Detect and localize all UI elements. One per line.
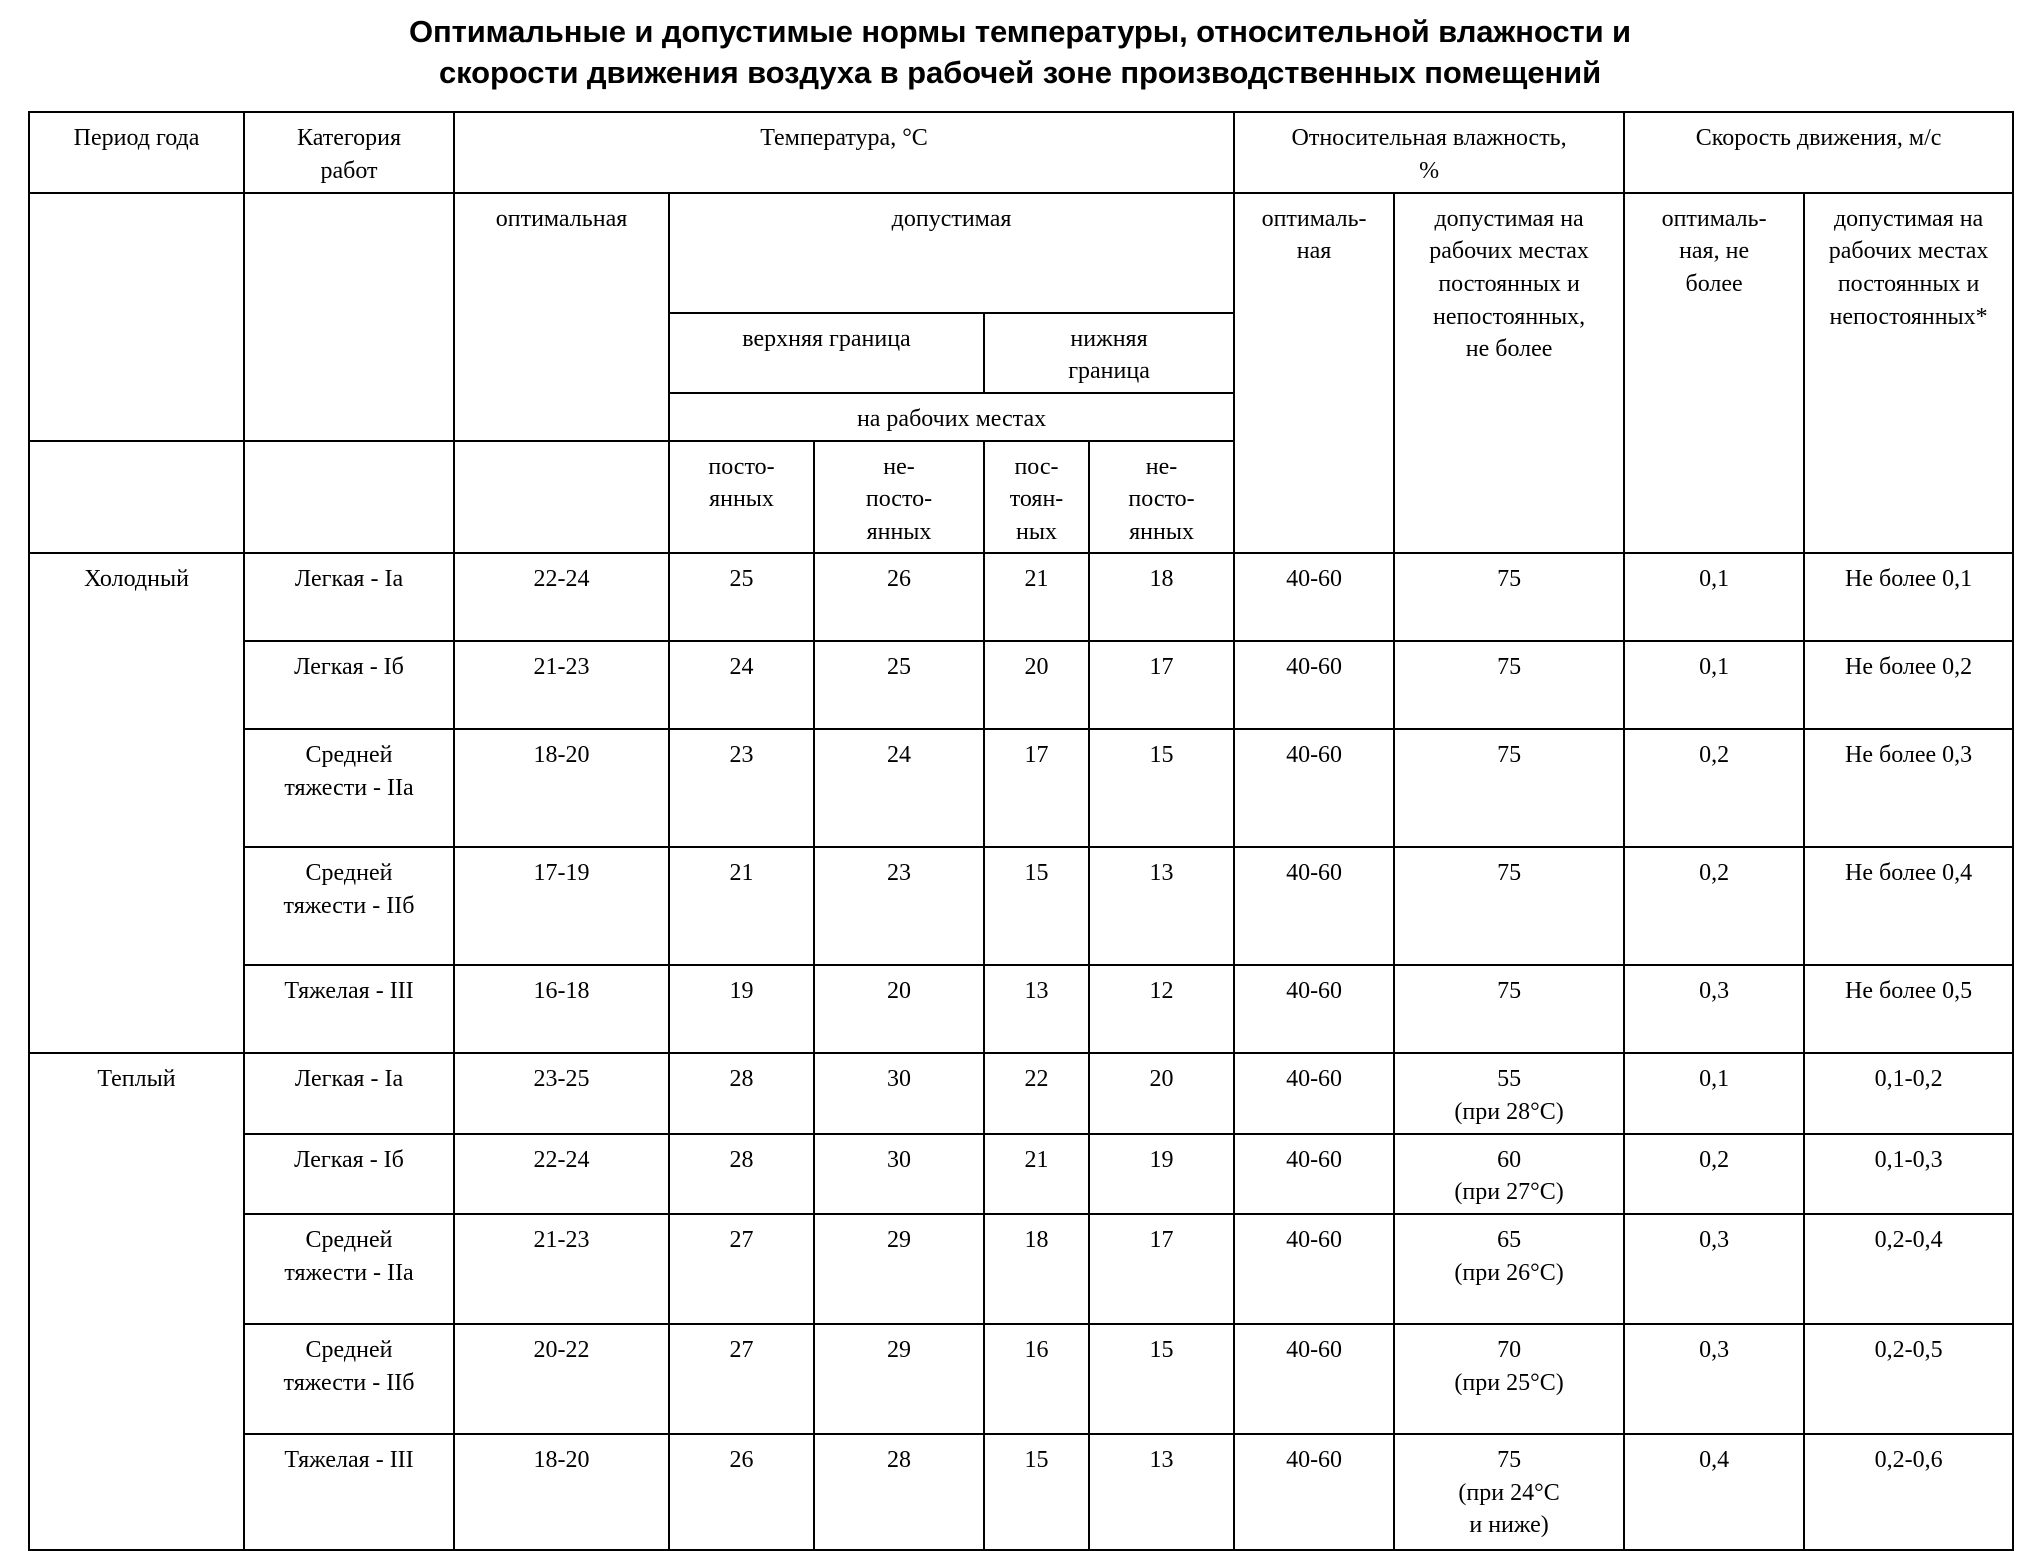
- cell-period: Холодный: [29, 553, 244, 1053]
- cell-temp-optimal: 22-24: [454, 1134, 669, 1214]
- table-row: [29, 1324, 2013, 1434]
- table-row: [29, 641, 2013, 729]
- cell-lower-permanent: 15: [984, 847, 1089, 965]
- cell-upper-permanent: 23: [669, 729, 814, 847]
- header-lower-limit: нижняя граница: [984, 313, 1234, 393]
- cell-lower-nonpermanent: 19: [1089, 1134, 1234, 1214]
- cell-speed-admissible: 0,1-0,2: [1804, 1053, 2013, 1133]
- cell-category: Легкая - Iб: [244, 1134, 454, 1214]
- cell-lower-permanent: 15: [984, 1434, 1089, 1550]
- cell-humidity-admissible: 75 (при 24°C и ниже): [1394, 1434, 1624, 1550]
- page-title-line-1: Оптимальные и допустимые нормы температуры, относительной влажности и: [408, 14, 1632, 49]
- cell-speed-admissible: Не более 0,5: [1804, 965, 2013, 1053]
- cell-speed-optimal: 0,1: [1624, 553, 1804, 641]
- cell-humidity-admissible: 55 (при 28°C): [1394, 1053, 1624, 1133]
- cell-upper-permanent: 21: [669, 847, 814, 965]
- microclimate-norms-table: [28, 111, 2014, 1551]
- cell-speed-optimal: 0,3: [1624, 1324, 1804, 1434]
- header-humidity-admissible: допустимая на рабочих местах постоянных и непостоянных, не более: [1394, 193, 1624, 554]
- cell-humidity-admissible: 75: [1394, 965, 1624, 1053]
- cell-upper-nonpermanent: 28: [814, 1434, 984, 1550]
- header-upper-nonpermanent: не- посто- янных: [814, 441, 984, 554]
- header-upper-permanent: посто- янных: [669, 441, 814, 554]
- page-title: [0, 0, 2040, 93]
- cell-lower-permanent: 17: [984, 729, 1089, 847]
- cell-temp-optimal: 21-23: [454, 641, 669, 729]
- cell-humidity-admissible: 75: [1394, 553, 1624, 641]
- cell-category: Средней тяжести - IIа: [244, 729, 454, 847]
- cell-lower-permanent: 13: [984, 965, 1089, 1053]
- cell-speed-optimal: 0,1: [1624, 641, 1804, 729]
- header-period: Период года: [29, 112, 244, 192]
- header-humidity-group: Относительная влажность, %: [1234, 112, 1624, 192]
- cell-speed-optimal: 0,3: [1624, 965, 1804, 1053]
- cell-humidity-admissible: 65 (при 26°C): [1394, 1214, 1624, 1324]
- cell-temp-optimal: 18-20: [454, 1434, 669, 1550]
- cell-temp-optimal: 23-25: [454, 1053, 669, 1133]
- cell-temp-optimal: 18-20: [454, 729, 669, 847]
- cell-humidity-admissible: 75: [1394, 847, 1624, 965]
- cell-lower-nonpermanent: 17: [1089, 1214, 1234, 1324]
- cell-category: Средней тяжести - IIа: [244, 1214, 454, 1324]
- cell-speed-admissible: Не более 0,2: [1804, 641, 2013, 729]
- header-speed-optimal: оптималь- ная, не более: [1624, 193, 1804, 554]
- cell-lower-permanent: 22: [984, 1053, 1089, 1133]
- table-row: [29, 1214, 2013, 1324]
- cell-lower-nonpermanent: 20: [1089, 1053, 1234, 1133]
- cell-upper-nonpermanent: 25: [814, 641, 984, 729]
- header-speed-group: Скорость движения, м/с: [1624, 112, 2013, 192]
- cell-upper-permanent: 19: [669, 965, 814, 1053]
- header-at-workplaces: на рабочих местах: [669, 393, 1234, 441]
- cell-category: Тяжелая - III: [244, 1434, 454, 1550]
- cell-humidity-optimal: 40-60: [1234, 847, 1394, 965]
- cell-category: Тяжелая - III: [244, 965, 454, 1053]
- cell-category: Средней тяжести - IIб: [244, 1324, 454, 1434]
- cell-upper-permanent: 28: [669, 1134, 814, 1214]
- cell-category: Легкая - Ia: [244, 1053, 454, 1133]
- cell-speed-optimal: 0,1: [1624, 1053, 1804, 1133]
- cell-lower-nonpermanent: 13: [1089, 1434, 1234, 1550]
- cell-period: Теплый: [29, 1053, 244, 1550]
- cell-upper-permanent: 24: [669, 641, 814, 729]
- cell-speed-admissible: 0,2-0,4: [1804, 1214, 2013, 1324]
- cell-lower-nonpermanent: 15: [1089, 729, 1234, 847]
- cell-upper-permanent: 27: [669, 1214, 814, 1324]
- header-lower-permanent: пос- тоян- ных: [984, 441, 1089, 554]
- cell-humidity-optimal: 40-60: [1234, 1214, 1394, 1324]
- header-temp-admissible: допустимая: [669, 193, 1234, 313]
- header-temperature-group: Температура, °C: [454, 112, 1234, 192]
- cell-lower-permanent: 21: [984, 1134, 1089, 1214]
- cell-category: Средней тяжести - IIб: [244, 847, 454, 965]
- table-row: [29, 1434, 2013, 1550]
- cell-humidity-admissible: 75: [1394, 641, 1624, 729]
- cell-upper-nonpermanent: 29: [814, 1324, 984, 1434]
- cell-upper-permanent: 26: [669, 1434, 814, 1550]
- cell-temp-optimal: 20-22: [454, 1324, 669, 1434]
- cell-speed-optimal: 0,2: [1624, 729, 1804, 847]
- cell-lower-nonpermanent: 18: [1089, 553, 1234, 641]
- cell-speed-admissible: Не более 0,4: [1804, 847, 2013, 965]
- header-humidity-optimal: оптималь- ная: [1234, 193, 1394, 554]
- cell-humidity-optimal: 40-60: [1234, 1434, 1394, 1550]
- cell-speed-optimal: 0,2: [1624, 847, 1804, 965]
- cell-speed-optimal: 0,2: [1624, 1134, 1804, 1214]
- cell-upper-nonpermanent: 29: [814, 1214, 984, 1324]
- cell-humidity-optimal: 40-60: [1234, 965, 1394, 1053]
- cell-category: Легкая - Iб: [244, 641, 454, 729]
- cell-lower-permanent: 21: [984, 553, 1089, 641]
- table-row: [29, 1134, 2013, 1214]
- header-upper-limit: верхняя граница: [669, 313, 984, 393]
- cell-temp-optimal: 21-23: [454, 1214, 669, 1324]
- table-body: [29, 553, 2013, 1550]
- cell-speed-admissible: Не более 0,3: [1804, 729, 2013, 847]
- cell-speed-admissible: 0,1-0,3: [1804, 1134, 2013, 1214]
- header-temp-optimal-spacer: [454, 441, 669, 554]
- cell-upper-permanent: 28: [669, 1053, 814, 1133]
- cell-temp-optimal: 16-18: [454, 965, 669, 1053]
- cell-upper-nonpermanent: 20: [814, 965, 984, 1053]
- table-row: [29, 1053, 2013, 1133]
- header-category: Категория работ: [244, 112, 454, 192]
- cell-speed-admissible: Не более 0,1: [1804, 553, 2013, 641]
- table-row: [29, 553, 2013, 641]
- table-row: [29, 729, 2013, 847]
- cell-speed-admissible: 0,2-0,6: [1804, 1434, 2013, 1550]
- header-temp-optimal: оптимальная: [454, 193, 669, 441]
- header-lower-nonpermanent: не- посто- янных: [1089, 441, 1234, 554]
- cell-upper-nonpermanent: 26: [814, 553, 984, 641]
- cell-lower-nonpermanent: 17: [1089, 641, 1234, 729]
- header-category-spacer-2: [244, 441, 454, 554]
- cell-speed-optimal: 0,4: [1624, 1434, 1804, 1550]
- cell-upper-nonpermanent: 30: [814, 1053, 984, 1133]
- cell-lower-permanent: 16: [984, 1324, 1089, 1434]
- cell-lower-nonpermanent: 12: [1089, 965, 1234, 1053]
- header-period-spacer-2: [29, 441, 244, 554]
- cell-upper-nonpermanent: 30: [814, 1134, 984, 1214]
- header-speed-admissible: допустимая на рабочих местах постоянных и непостоянных*: [1804, 193, 2013, 554]
- cell-humidity-admissible: 70 (при 25°C): [1394, 1324, 1624, 1434]
- header-category-spacer: [244, 193, 454, 441]
- cell-upper-permanent: 25: [669, 553, 814, 641]
- cell-speed-admissible: 0,2-0,5: [1804, 1324, 2013, 1434]
- table-row: [29, 965, 2013, 1053]
- cell-humidity-admissible: 75: [1394, 729, 1624, 847]
- header-period-spacer: [29, 193, 244, 441]
- cell-humidity-optimal: 40-60: [1234, 553, 1394, 641]
- cell-humidity-optimal: 40-60: [1234, 1053, 1394, 1133]
- cell-lower-permanent: 20: [984, 641, 1089, 729]
- cell-upper-nonpermanent: 24: [814, 729, 984, 847]
- cell-humidity-optimal: 40-60: [1234, 1324, 1394, 1434]
- cell-upper-nonpermanent: 23: [814, 847, 984, 965]
- cell-upper-permanent: 27: [669, 1324, 814, 1434]
- cell-speed-optimal: 0,3: [1624, 1214, 1804, 1324]
- cell-humidity-admissible: 60 (при 27°C): [1394, 1134, 1624, 1214]
- cell-humidity-optimal: 40-60: [1234, 729, 1394, 847]
- cell-category: Легкая - Ia: [244, 553, 454, 641]
- header-row-1: [29, 112, 2013, 192]
- table-row: [29, 847, 2013, 965]
- page-title-line-2: скорости движения воздуха в рабочей зоне производственных помещений: [438, 55, 1602, 91]
- cell-lower-nonpermanent: 15: [1089, 1324, 1234, 1434]
- cell-temp-optimal: 17-19: [454, 847, 669, 965]
- cell-lower-nonpermanent: 13: [1089, 847, 1234, 965]
- cell-lower-permanent: 18: [984, 1214, 1089, 1324]
- table-header-group: [29, 112, 2013, 553]
- cell-temp-optimal: 22-24: [454, 553, 669, 641]
- cell-humidity-optimal: 40-60: [1234, 1134, 1394, 1214]
- cell-humidity-optimal: 40-60: [1234, 641, 1394, 729]
